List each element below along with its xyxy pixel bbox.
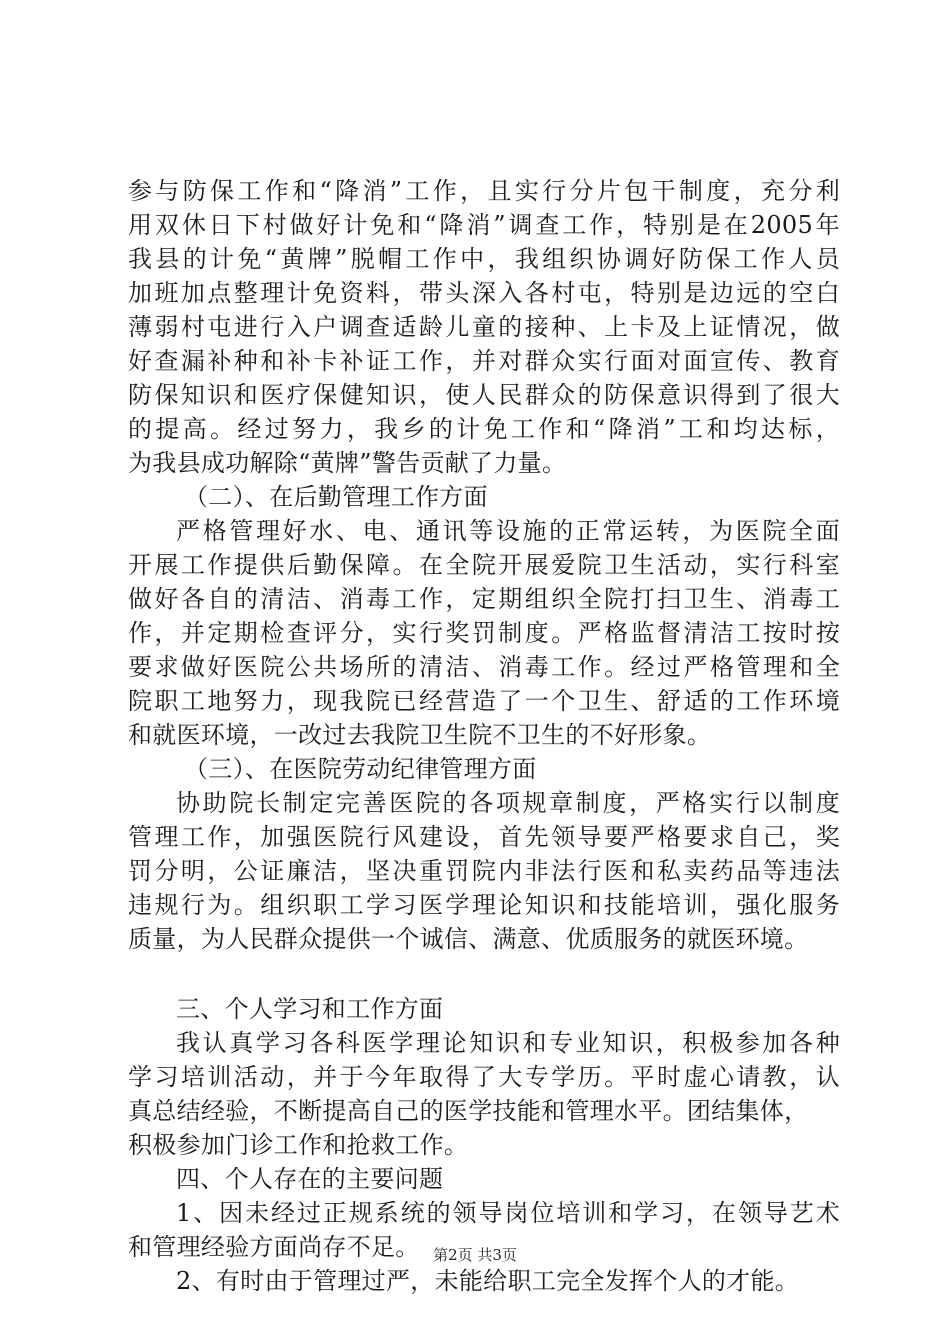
- text-line: 院职工地努力，现我院已经营造了一个卫生、舒适的工作环境: [128, 687, 840, 715]
- section-title-problems: 四、个人存在的主要问题: [176, 1165, 444, 1193]
- section-title-study: 三、个人学习和工作方面: [176, 995, 444, 1023]
- text-line: 积极参加门诊工作和抢救工作。: [128, 1131, 469, 1159]
- text-line: 做好各自的清洁、消毒工作，定期组织全院打扫卫生、消毒工: [128, 585, 840, 613]
- text-line: 2、有时由于管理过严，未能给职工完全发挥个人的才能。: [176, 1267, 800, 1295]
- text-line: 参与防保工作和“降消”工作，且实行分片包干制度，充分利: [128, 177, 840, 205]
- text-line: 学习培训活动，并于今年取得了大专学历。平时虚心请教，认: [128, 1063, 840, 1091]
- text-line: 好查漏补种和补卡补证工作，并对群众实行面对面宣传、教育: [128, 347, 840, 375]
- text-line: 的提高。经过努力，我乡的计免工作和“降消”工和均达标，: [128, 415, 840, 443]
- text-line: 1、因未经过正规系统的领导岗位培训和学习，在领导艺术: [176, 1199, 840, 1227]
- text-line: 质量，为人民群众提供一个诚信、满意、优质服务的就医环境。: [128, 925, 809, 953]
- document-body: [128, 174, 840, 1298]
- blank-line: [128, 956, 840, 992]
- text-line: 加班加点整理计免资料，带头深入各村屯，特别是边远的空白: [128, 279, 840, 307]
- paragraph-3: [128, 786, 840, 956]
- paragraph-6: [128, 1264, 840, 1298]
- paragraph-2: [128, 514, 840, 752]
- page-number-footer: 第2页 共3页: [433, 1246, 517, 1264]
- text-line: 罚分明，公证廉洁，坚决重罚院内非法行医和私卖药品等违法: [128, 857, 840, 885]
- subheading-discipline: （三）、在医院劳动纪律管理方面: [184, 755, 537, 783]
- paragraph-4: [128, 1026, 840, 1162]
- text-line: 协助院长制定完善医院的各项规章制度，严格实行以制度: [176, 789, 840, 817]
- text-line: 开展工作提供后勤保障。在全院开展爱院卫生活动，实行科室: [128, 551, 840, 579]
- text-line: 和管理经验方面尚存不足。: [128, 1233, 420, 1261]
- text-line: 和就医环境，一改过去我院卫生院不卫生的不好形象。: [128, 721, 712, 749]
- text-line: 薄弱村屯进行入户调查适龄儿童的接种、上卡及上证情况，做: [128, 313, 840, 341]
- text-line: 防保知识和医疗保健知识，使人民群众的防保意识得到了很大: [128, 381, 840, 409]
- text-line: 真总结经验，不断提高自己的医学技能和管理水平。团结集体，: [128, 1097, 809, 1125]
- text-line: 我县的计免“黄牌”脱帽工作中，我组织协调好防保工作人员: [128, 245, 840, 273]
- text-line: 要求做好医院公共场所的清洁、消毒工作。经过严格管理和全: [128, 653, 840, 681]
- text-line: 管理工作，加强医院行风建设，首先领导要严格要求自己，奖: [128, 823, 840, 851]
- text-line: 我认真学习各科医学理论知识和专业知识，积极参加各种: [176, 1029, 840, 1057]
- text-line: 用双休日下村做好计免和“降消”调查工作，特别是在2005年: [128, 211, 840, 239]
- paragraph-1: [128, 174, 840, 480]
- text-line: 严格管理好水、电、通讯等设施的正常运转，为医院全面: [176, 517, 840, 545]
- text-line: 违规行为。组织职工学习医学理论知识和技能培训，强化服务: [128, 891, 840, 919]
- subheading-logistics: （二）、在后勤管理工作方面: [184, 483, 488, 511]
- text-line: 作，并定期检查评分，实行奖罚制度。严格监督清洁工按时按: [128, 619, 840, 647]
- text-line: 为我县成功解除“黄牌”警告贡献了力量。: [128, 449, 567, 477]
